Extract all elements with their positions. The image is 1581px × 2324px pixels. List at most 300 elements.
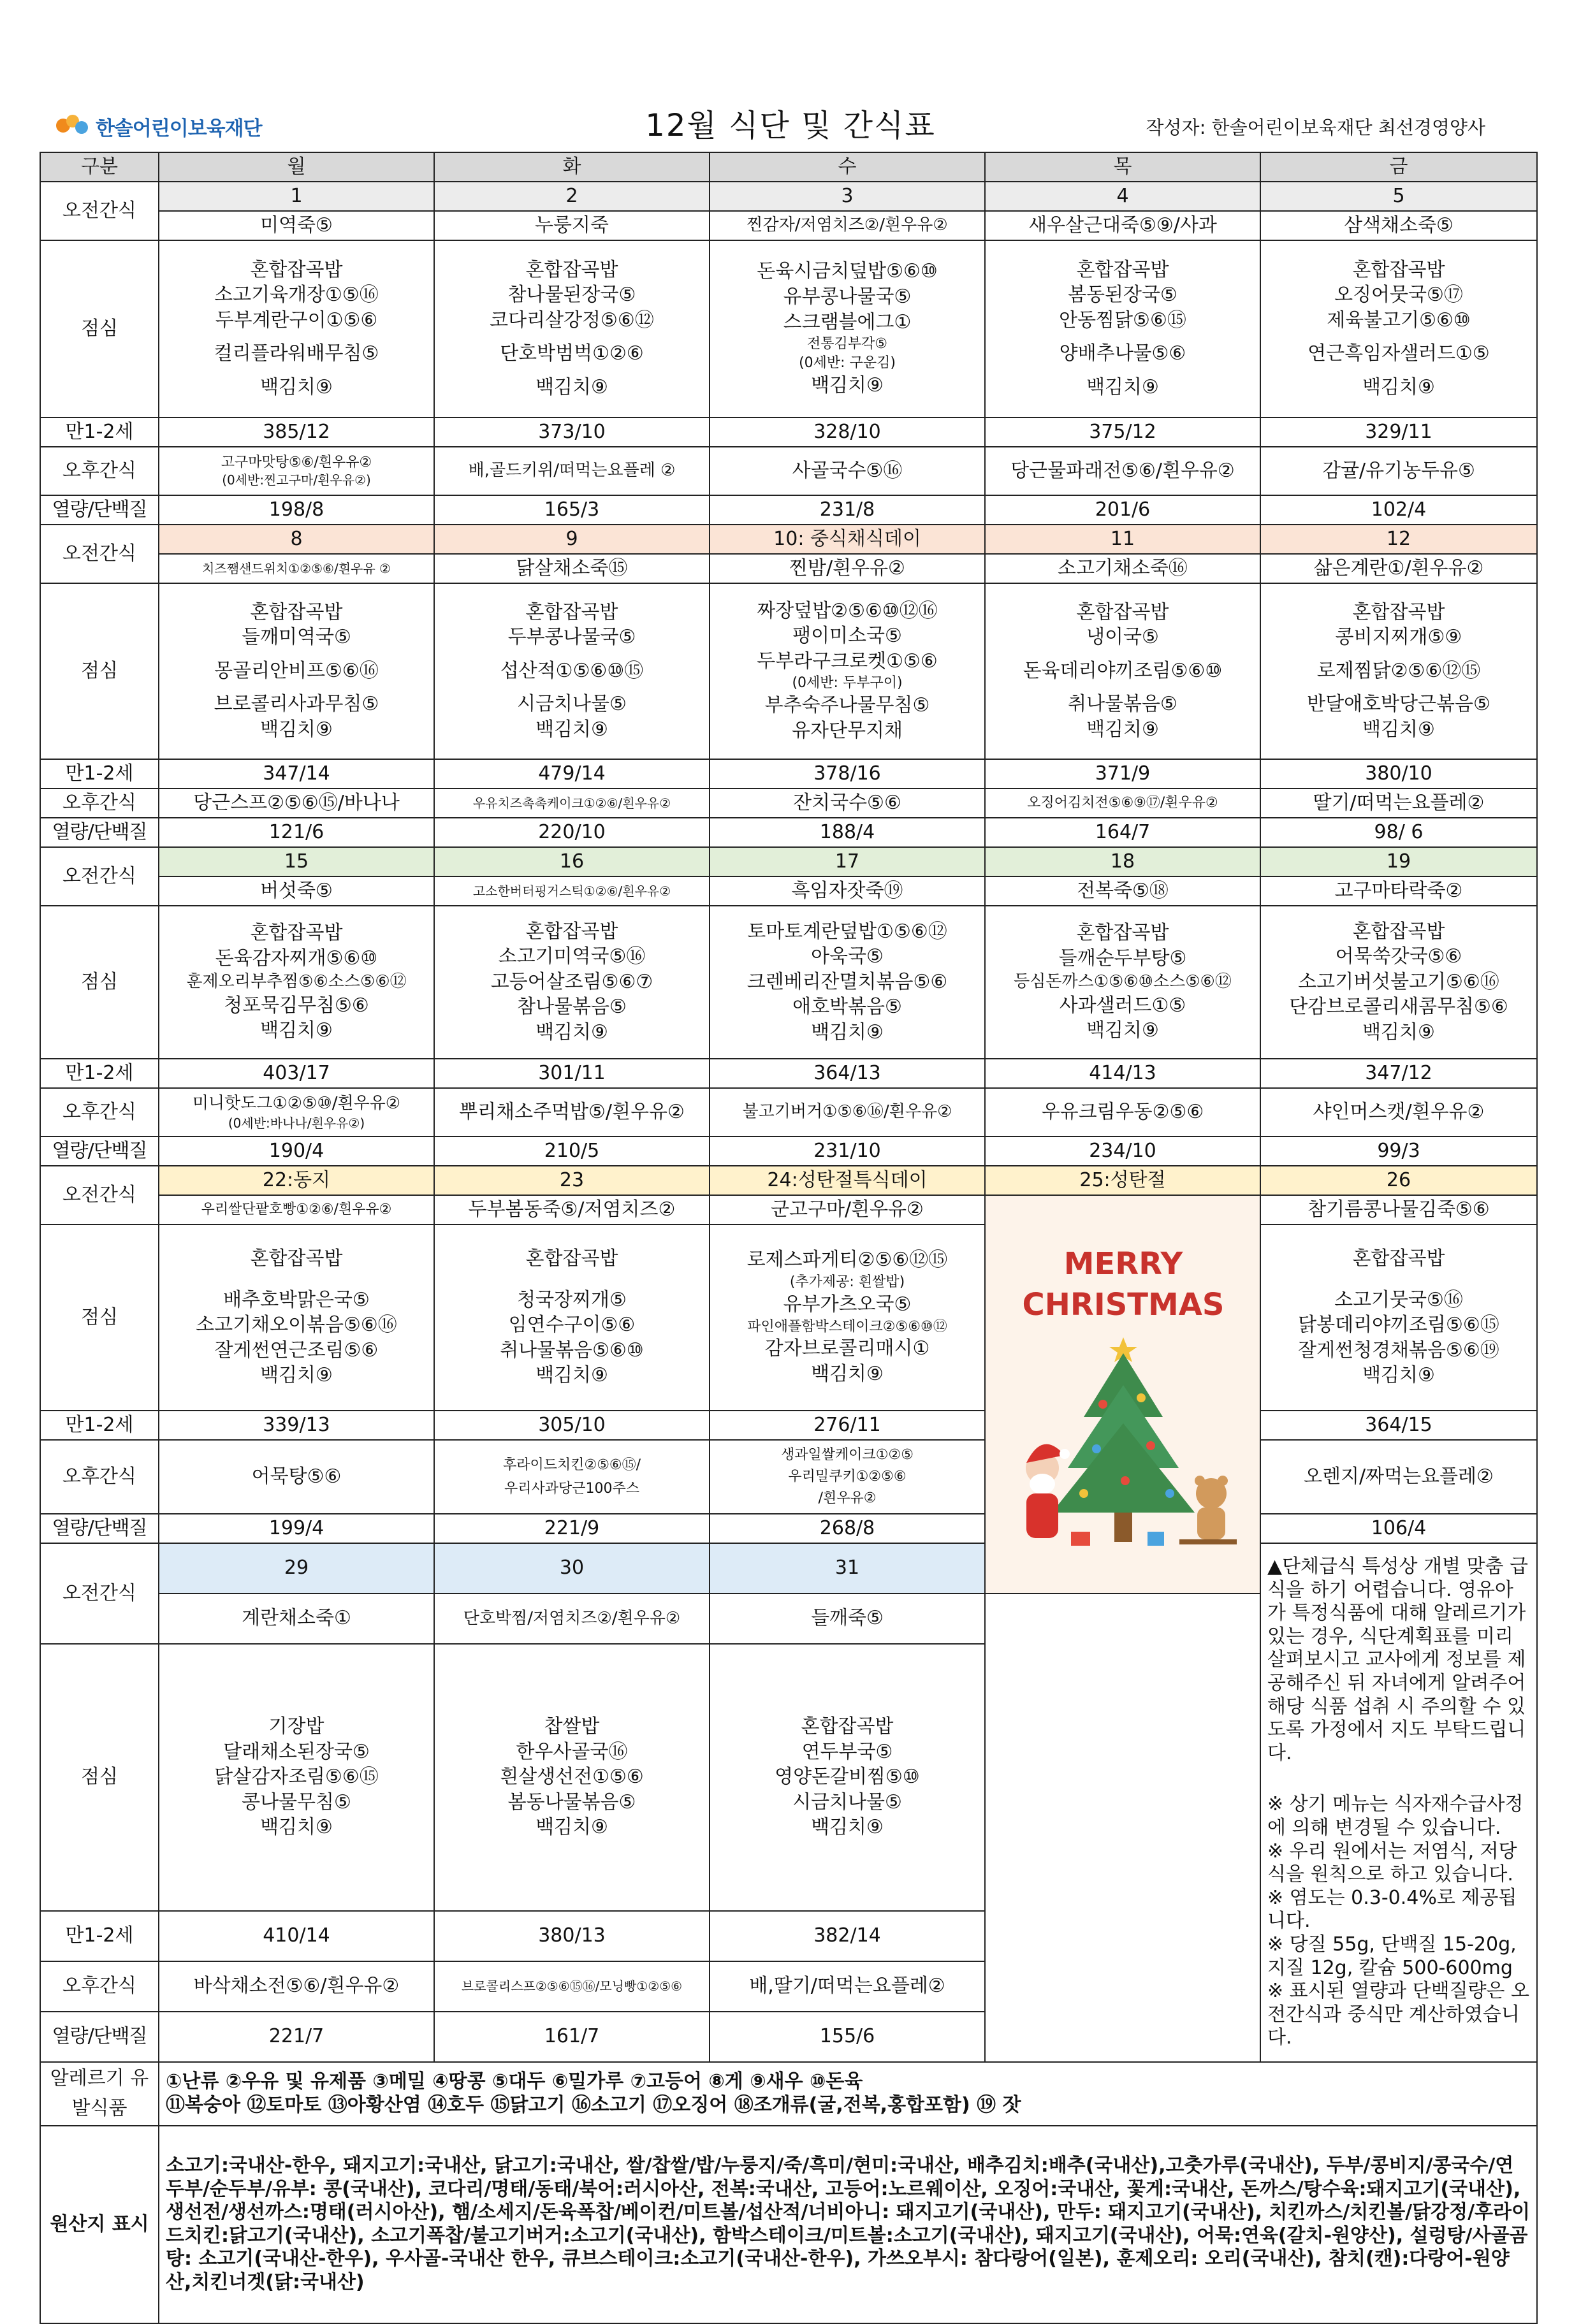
date-cell: 25:성탄절 (985, 1166, 1260, 1195)
origin-row (40, 2126, 1537, 2323)
menu-item: 달래채소된장국⑤ (223, 1740, 370, 1763)
pm-snack-cell: 우유치즈촉촉케이크①②⑥/흰우유② (434, 788, 710, 818)
lunch-cell (1260, 583, 1537, 759)
menu-item: 소고기육개장①⑤⑯ (214, 284, 379, 307)
label-age: 만1-2세 (40, 1411, 159, 1440)
age-cell: 305/10 (434, 1411, 710, 1440)
age-cell: 364/13 (710, 1059, 985, 1088)
week4-pm-row (40, 1440, 1537, 1514)
menu-item: 몽골리안비프⑤⑥⑯ (214, 659, 379, 682)
menu-item: 혼합잡곡밥 (1352, 258, 1445, 281)
menu-item: 돈육감자찌개⑤⑥⑩ (215, 947, 378, 970)
pm-snack-cell (159, 447, 434, 495)
energy-cell: 198/8 (159, 495, 434, 525)
menu-item: 시금치나물⑤ (792, 1790, 902, 1813)
menu-item: 단감브로콜리새콤무침⑤⑥ (1289, 996, 1508, 1019)
age-cell: 414/13 (985, 1059, 1260, 1088)
week3-energy-row (40, 1137, 1537, 1166)
date-cell: 9 (434, 525, 710, 554)
date-cell: 29 (159, 1543, 434, 1594)
menu-item: 혼합잡곡밥 (525, 920, 618, 943)
menu-item: 반달애호박당근볶음⑤ (1307, 693, 1490, 716)
energy-cell: 164/7 (985, 818, 1260, 847)
menu-item: 참나물볶음⑤ (517, 996, 627, 1019)
week3-lunch-row (40, 906, 1537, 1059)
menu-item: 잘게썬연근조림⑤⑥ (214, 1339, 379, 1362)
date-cell: 5 (1260, 182, 1537, 211)
menu-item: (추가제공: 흰쌀밥) (789, 1274, 905, 1291)
menu-item: 팽이미소국⑤ (792, 625, 902, 648)
energy-cell: 234/10 (985, 1137, 1260, 1166)
christmas-text: CHRISTMAS (1022, 1286, 1225, 1323)
lunch-cell (159, 906, 434, 1059)
pm-snack-cell: 당근스프②⑤⑥⑮/바나나 (159, 788, 434, 818)
menu-item: 혼합잡곡밥 (801, 1715, 894, 1738)
pm-snack-cell: 샤인머스캣/흰우유② (1260, 1088, 1537, 1137)
pm-snack-cell: 배,딸기/떠먹는요플레② (710, 1961, 985, 2012)
menu-item: 단호박범벅①②⑥ (500, 342, 644, 365)
energy-cell: 106/4 (1260, 1514, 1537, 1543)
menu-item: 냉이국⑤ (1086, 626, 1159, 649)
week4-age-row (40, 1411, 1537, 1440)
menu-item: 백김치⑨ (536, 375, 608, 398)
am-snack-cell: 들깨죽⑤ (710, 1594, 985, 1644)
label-energy: 열량/단백질 (40, 495, 159, 525)
menu-item: 제육불고기⑤⑥⑩ (1327, 309, 1471, 331)
menu-item: 로제찜닭②⑤⑥⑫⑮ (1316, 659, 1481, 682)
week1-energy-row (40, 495, 1537, 525)
date-cell: 4 (985, 182, 1260, 211)
age-cell: 410/14 (159, 1911, 434, 1961)
age-cell: 329/11 (1260, 418, 1537, 447)
menu-item: 백김치⑨ (1086, 1019, 1159, 1042)
pm-snack-item: 미니핫도그①②⑤⑩/흰우유② (192, 1093, 401, 1113)
menu-item: 백김치⑨ (811, 1362, 884, 1385)
week2-pm-row (40, 788, 1537, 818)
label-lunch: 점심 (40, 583, 159, 759)
org-name: 한솔어린이보육재단 (96, 117, 262, 140)
notes-box (1260, 1543, 1537, 2062)
col-header-category: 구분 (40, 152, 159, 182)
am-snack-cell: 고소한버터핑거스틱①②⑥/흰우유② (434, 876, 710, 906)
menu-item: 어묵쑥갓국⑤⑥ (1335, 945, 1462, 968)
menu-item: 소고기미역국⑤⑯ (498, 945, 646, 968)
menu-item: 혼합잡곡밥 (1352, 920, 1445, 943)
date-cell: 26 (1260, 1166, 1537, 1195)
label-age: 만1-2세 (40, 759, 159, 788)
menu-item: 백김치⑨ (1362, 375, 1435, 398)
lunch-cell (985, 583, 1260, 759)
origin-text: 소고기:국내산-한우, 돼지고기:국내산, 닭고기:국내산, 쌀/찹쌀/밥/누룽지/죽/흑미/현미:국내산, 배추김치:배추(국내산),고춧가루(국내산), 두부/콩비지/콩국수/연두부/순두부/유부: 콩(국내산), 코다리/명태/동태/북어:러시아산, 전복:국내산, 고등어:노르웨이산, 오징어:국내산, 꽃게:국내산, 돈까스/탕수육:돼지고기(국내산), 생선전/생선까스:명태(러시아산), 햄/소세지/돈육폭찹/베이컨/미트볼/섭산적/너비아니: 돼지고기(국내산), 만두: 돼지고기(국내산), 치킨까스/치킨볼/닭강정/후라이드치킨:닭고기(국내산), 소고기폭찹/불고기버거:소고기(국내산), 함박스테이크/미트볼:소고기(국내산), 돼지고기(국내산), 어묵:연육(갈치-원양산), 설렁탕/사골곰탕: 소고기(국내산-한우), 우사골-국내산 한우, 큐브스테이크:소고기(국내산-한우), 가쓰오부시: 참다랑어(일본), 훈제오리: 오리(국내산), 참치(캔):다랑어-원양산,치킨너겟(닭:국내산) (159, 2126, 1537, 2323)
am-snack-cell: 치즈쨈샌드위치①②⑤⑥/흰우유 ② (159, 554, 434, 583)
am-snack-cell: 흑임자잣죽⑲ (710, 876, 985, 906)
age-cell: 347/12 (1260, 1059, 1537, 1088)
week1-am-row (40, 211, 1537, 240)
lunch-cell (159, 1224, 434, 1411)
age-cell: 364/15 (1260, 1411, 1537, 1440)
label-energy: 열량/단백질 (40, 818, 159, 847)
menu-item: 고등어살조림⑤⑥⑦ (490, 970, 653, 993)
am-snack-cell: 군고구마/흰우유② (710, 1195, 985, 1224)
am-snack-cell: 닭살채소죽⑮ (434, 554, 710, 583)
note-line: ※ 표시된 열량과 단백질량은 오전간식과 중식만 계산하였습니다. (1267, 1980, 1530, 2049)
age-cell: 375/12 (985, 418, 1260, 447)
age-cell: 385/12 (159, 418, 434, 447)
merry-text: MERRY (1063, 1246, 1183, 1282)
energy-cell: 188/4 (710, 818, 985, 847)
date-cell: 2 (434, 182, 710, 211)
menu-item: 혼합잡곡밥 (1076, 258, 1169, 281)
label-pm-snack: 오후간식 (40, 788, 159, 818)
energy-cell: 268/8 (710, 1514, 985, 1543)
menu-item: 혼합잡곡밥 (525, 600, 618, 623)
date-cell: 8 (159, 525, 434, 554)
menu-item: 안동찜닭⑤⑥⑮ (1059, 309, 1186, 331)
menu-item: 혼합잡곡밥 (250, 258, 343, 281)
week1-age-row (40, 418, 1537, 447)
menu-item: 유부가츠오국⑤ (783, 1293, 912, 1316)
menu-item: 영양돈갈비찜⑤⑩ (775, 1766, 920, 1789)
menu-item: 오징어뭇국⑤⑰ (1334, 284, 1463, 307)
pm-snack-note: (0세반:바나나/흰우유②) (228, 1115, 365, 1131)
allergy-line: ⑪복숭아 ⑫토마토 ⑬아황산염 ⑭호두 ⑮닭고기 ⑯소고기 ⑰오징어 ⑱조개류(굴,전복,홍합포함) ⑲ 잣 (166, 2093, 1021, 2116)
menu-item: 배추호박맑은국⑤ (223, 1288, 370, 1311)
am-snack-cell: 우리쌀단팥호빵①②⑥/흰우유② (159, 1195, 434, 1224)
menu-item: 토마토계란덮밥①⑤⑥⑫ (747, 920, 947, 943)
menu-item: 잘게썬청경채볶음⑤⑥⑲ (1298, 1339, 1499, 1362)
week3-pm-row (40, 1088, 1537, 1137)
lunch-cell (434, 240, 710, 418)
menu-item: 닭살감자조림⑤⑥⑮ (214, 1766, 379, 1789)
menu-item: 혼합잡곡밥 (250, 921, 343, 944)
menu-item: 감자브로콜리매시① (764, 1337, 930, 1360)
date-cell: 3 (710, 182, 985, 211)
date-cell: 17 (710, 847, 985, 876)
energy-cell: 231/8 (710, 495, 985, 525)
week1-date-row (40, 182, 1537, 211)
date-cell: 23 (434, 1166, 710, 1195)
pm-snack-item: 고구마맛탕⑤⑥/흰우유② (221, 454, 372, 470)
pm-snack-cell (434, 1440, 710, 1514)
menu-item: 혼합잡곡밥 (525, 258, 618, 281)
date-cell: 16 (434, 847, 710, 876)
week3-am-row (40, 876, 1537, 906)
menu-item: 한우사골국⑯ (516, 1740, 628, 1763)
menu-item: 혼합잡곡밥 (250, 600, 343, 623)
menu-item: 양배추나물⑤⑥ (1059, 342, 1186, 365)
age-cell: 479/14 (434, 759, 710, 788)
energy-cell: 98/ 6 (1260, 818, 1537, 847)
menu-item: 백김치⑨ (260, 375, 333, 398)
menu-item: 백김치⑨ (536, 1364, 608, 1387)
week4-energy-row (40, 1514, 1537, 1543)
label-energy: 열량/단백질 (40, 1137, 159, 1166)
label-age: 만1-2세 (40, 1911, 159, 1961)
label-allergy: 알레르기 유발식품 (40, 2062, 159, 2126)
menu-item: 콩나물무침⑤ (242, 1790, 351, 1813)
menu-item: 임연수구이⑤⑥ (508, 1314, 636, 1337)
week1-pm-row (40, 447, 1537, 495)
menu-item: 소고기채오이볶음⑤⑥⑯ (196, 1314, 397, 1337)
week3-date-row (40, 847, 1537, 876)
menu-item: 봄동나물볶음⑤ (507, 1790, 636, 1813)
lunch-cell (985, 240, 1260, 418)
age-cell: 371/9 (985, 759, 1260, 788)
am-snack-cell: 고구마타락죽② (1260, 876, 1537, 906)
energy-cell: 165/3 (434, 495, 710, 525)
label-am-snack: 오전간식 (40, 847, 159, 906)
week2-lunch-row (40, 583, 1537, 759)
am-snack-cell: 찐밤/흰우유② (710, 554, 985, 583)
col-header-mon: 월 (159, 152, 434, 182)
menu-item: 백김치⑨ (536, 1020, 608, 1043)
date-cell: 19 (1260, 847, 1537, 876)
menu-item: 두부계란구이①⑤⑥ (215, 309, 378, 331)
date-cell: 12 (1260, 525, 1537, 554)
pm-snack-cell: 오렌지/짜먹는요플레② (1260, 1440, 1537, 1514)
age-cell: 382/14 (710, 1911, 985, 1961)
age-cell: 339/13 (159, 1411, 434, 1440)
label-lunch: 점심 (40, 1224, 159, 1411)
pm-snack-cell: 바삭채소전⑤⑥/흰우유② (159, 1961, 434, 2012)
pm-snack-cell: 감귤/유기농두유⑤ (1260, 447, 1537, 495)
week5-date-row (40, 1543, 1537, 1594)
week2-energy-row (40, 818, 1537, 847)
menu-item: 아욱국⑤ (811, 945, 884, 968)
label-lunch: 점심 (40, 240, 159, 418)
lunch-cell (710, 1644, 985, 1911)
lunch-cell (985, 906, 1260, 1059)
menu-item: 전통김부각⑤ (807, 336, 887, 352)
age-cell: 276/11 (710, 1411, 985, 1440)
age-cell: 378/16 (710, 759, 985, 788)
lunch-cell (1260, 906, 1537, 1059)
lunch-cell (159, 240, 434, 418)
menu-item: 콩비지찌개⑤⑨ (1335, 626, 1462, 649)
menu-item: 봄동된장국⑤ (1068, 284, 1177, 307)
menu-item: 부추숙주나물무침⑤ (764, 694, 930, 717)
date-cell: 10: 중식채식데이 (710, 525, 985, 554)
date-cell: 22:동지 (159, 1166, 434, 1195)
week4-lunch-row (40, 1224, 1537, 1411)
col-header-thu: 목 (985, 152, 1260, 182)
am-snack-cell: 누룽지죽 (434, 211, 710, 240)
lunch-cell (710, 906, 985, 1059)
lunch-cell (434, 583, 710, 759)
am-snack-cell: 참기름콩나물김죽⑤⑥ (1260, 1195, 1537, 1224)
menu-item: 백김치⑨ (1362, 1364, 1435, 1387)
pm-snack-item: 우리밀쿠키①②⑤⑥ (788, 1468, 907, 1485)
menu-item: 유부콩나물국⑤ (783, 286, 912, 309)
menu-item: 들깨미역국⑤ (242, 626, 351, 649)
pm-snack-item: /흰우유② (818, 1490, 877, 1507)
pm-snack-cell: 어묵탕⑤⑥ (159, 1440, 434, 1514)
age-cell: 373/10 (434, 418, 710, 447)
menu-item: 혼합잡곡밥 (525, 1247, 618, 1270)
pm-snack-item: 우리사과당근100주스 (504, 1481, 639, 1497)
christmas-tree-icon (988, 1213, 1258, 1570)
menu-item: 스크램블에그① (783, 310, 912, 333)
menu-item: 크렌베리잔멸치볶음⑤⑥ (747, 970, 948, 993)
label-age: 만1-2세 (40, 418, 159, 447)
lunch-cell (710, 1224, 985, 1411)
lunch-cell (159, 1644, 434, 1911)
menu-item: 혼합잡곡밥 (1352, 1247, 1445, 1270)
menu-item: 백김치⑨ (260, 718, 333, 741)
am-snack-cell: 단호박찜/저염치즈②/흰우유② (434, 1594, 710, 1644)
table-header-row (40, 152, 1537, 182)
lunch-cell (434, 1224, 710, 1411)
label-energy: 열량/단백질 (40, 2012, 159, 2062)
age-cell: 301/11 (434, 1059, 710, 1088)
menu-item: 백김치⑨ (811, 1816, 884, 1839)
menu-item: 사과샐러드①⑤ (1059, 994, 1186, 1017)
menu-item: 닭봉데리야끼조림⑤⑥⑮ (1298, 1314, 1499, 1337)
energy-cell: 190/4 (159, 1137, 434, 1166)
menu-item: 연근흑임자샐러드①⑤ (1308, 342, 1490, 365)
pm-snack-cell: 우유크림우동②⑤⑥ (985, 1088, 1260, 1137)
menu-item: 로제스파게티②⑤⑥⑫⑮ (747, 1249, 948, 1272)
energy-cell: 99/3 (1260, 1137, 1537, 1166)
label-energy: 열량/단백질 (40, 1514, 159, 1543)
pm-snack-cell: 당근물파래전⑤⑥/흰우유② (985, 447, 1260, 495)
pm-snack-cell: 브로콜리스프②⑤⑥⑮⑯/모닝빵①②⑤⑥ (434, 1961, 710, 2012)
pm-snack-cell: 뿌리채소주먹밥⑤/흰우유② (434, 1088, 710, 1137)
menu-item: 백김치⑨ (536, 718, 608, 741)
date-cell: 31 (710, 1543, 985, 1594)
menu-item: 돈육데리야끼조림⑤⑥⑩ (1023, 659, 1223, 682)
menu-item: 청국장찌개⑤ (517, 1288, 627, 1311)
note-line: ※ 염도는 0.3-0.4%로 제공됩니다. (1267, 1886, 1517, 1933)
col-header-wed: 수 (710, 152, 985, 182)
menu-item: 혼합잡곡밥 (1352, 600, 1445, 623)
menu-item: 참나물된장국⑤ (507, 284, 636, 307)
label-am-snack: 오전간식 (40, 182, 159, 240)
menu-item: 유자단무지채 (792, 719, 903, 742)
allergy-row (40, 2062, 1537, 2126)
meal-plan-table (40, 152, 1538, 2324)
pm-snack-cell: 잔치국수⑤⑥ (710, 788, 985, 818)
label-pm-snack: 오후간식 (40, 1961, 159, 2012)
lunch-cell (1260, 1224, 1537, 1411)
label-pm-snack: 오후간식 (40, 1088, 159, 1137)
menu-item: 백김치⑨ (1086, 375, 1159, 398)
note-line: ※ 당질 55g, 단백질 15-20g, 지질 12g, 칼슘 500-600mg (1267, 1933, 1517, 1979)
menu-item: 백김치⑨ (1086, 718, 1159, 741)
label-pm-snack: 오후간식 (40, 1440, 159, 1514)
note-line: ※ 상기 메뉴는 식자재수급사정에 의해 변경될 수 있습니다. (1267, 1793, 1524, 1839)
week3-age-row (40, 1059, 1537, 1088)
menu-item: 파인애플함박스테이크②⑤⑥⑩⑫ (747, 1318, 947, 1335)
menu-item: 찹쌀밥 (544, 1715, 600, 1738)
lunch-cell (710, 240, 985, 418)
menu-item: 혼합잡곡밥 (1076, 600, 1169, 623)
page-title: 12월 식단 및 간식표 (645, 108, 936, 143)
menu-item: 등심돈까스①⑤⑥⑩소스⑤⑥⑫ (1014, 972, 1232, 992)
pm-snack-cell: 불고기버거①⑤⑥⑯/흰우유② (710, 1088, 985, 1137)
lunch-cell (159, 583, 434, 759)
energy-cell: 201/6 (985, 495, 1260, 525)
age-cell: 347/14 (159, 759, 434, 788)
menu-item: 백김치⑨ (260, 1364, 333, 1387)
note-line: ※ 우리 원에서는 저염식, 저당식을 원칙으로 하고 있습니다. (1267, 1840, 1517, 1886)
age-cell: 328/10 (710, 418, 985, 447)
menu-item: 백김치⑨ (1362, 1020, 1435, 1043)
am-snack-cell: 계란채소죽① (159, 1594, 434, 1644)
menu-item: 백김치⑨ (811, 374, 884, 396)
author-line: 작성자: 한솔어린이보육재단 최선경영양사 (1146, 117, 1485, 138)
energy-cell: 220/10 (434, 818, 710, 847)
week1-lunch-row (40, 240, 1537, 418)
pm-snack-item: 생과일쌀케이크①②⑤ (781, 1446, 914, 1463)
christmas-illustration (985, 1195, 1260, 1594)
menu-item: 짜장덮밥②⑤⑥⑩⑫⑯ (757, 599, 938, 622)
menu-item: (0세반: 두부구이) (792, 675, 903, 692)
energy-cell: 121/6 (159, 818, 434, 847)
date-cell: 15 (159, 847, 434, 876)
menu-item: 들깨순두부탕⑤ (1058, 947, 1187, 970)
label-age: 만1-2세 (40, 1059, 159, 1088)
am-snack-cell: 두부봄동죽⑤/저염치즈② (434, 1195, 710, 1224)
menu-item: 백김치⑨ (811, 1020, 884, 1043)
label-lunch: 점심 (40, 1644, 159, 1911)
am-snack-cell: 새우살근대죽⑤⑨/사과 (985, 211, 1260, 240)
date-cell: 18 (985, 847, 1260, 876)
menu-item: 소고기뭇국⑤⑯ (1334, 1288, 1463, 1311)
energy-cell: 231/10 (710, 1137, 985, 1166)
menu-item: 취나물볶음⑤⑥⑩ (500, 1339, 644, 1362)
label-pm-snack: 오후간식 (40, 447, 159, 495)
pm-snack-cell (159, 1088, 434, 1137)
date-cell: 24:성탄절특식데이 (710, 1166, 985, 1195)
menu-item: 시금치나물⑤ (517, 693, 627, 716)
allergy-legend (159, 2062, 1537, 2126)
label-am-snack: 오전간식 (40, 525, 159, 583)
menu-item: 백김치⑨ (260, 1816, 333, 1839)
menu-item: (0세반: 구운김) (799, 355, 896, 372)
menu-item: 컬리플라워배무침⑤ (214, 342, 379, 365)
am-snack-cell: 미역죽⑤ (159, 211, 434, 240)
am-snack-cell: 삶은계란①/흰우유② (1260, 554, 1537, 583)
pm-snack-item: 후라이드치킨②⑤⑥⑮/ (502, 1456, 641, 1473)
energy-cell: 221/9 (434, 1514, 710, 1543)
menu-item: 두부라구크로켓①⑤⑥ (757, 650, 938, 672)
lunch-cell (434, 1644, 710, 1911)
label-am-snack: 오전간식 (40, 1543, 159, 1644)
am-snack-cell: 찐감자/저염치즈②/흰우유② (710, 211, 985, 240)
menu-item: 백김치⑨ (536, 1816, 608, 1839)
week2-age-row (40, 759, 1537, 788)
menu-item: 백김치⑨ (1362, 718, 1435, 741)
date-cell: 1 (159, 182, 434, 211)
am-snack-cell: 버섯죽⑤ (159, 876, 434, 906)
am-snack-cell: 전복죽⑤⑱ (985, 876, 1260, 906)
pm-snack-cell (710, 1440, 985, 1514)
menu-item: 소고기버섯불고기⑤⑥⑯ (1298, 970, 1499, 993)
am-snack-cell: 소고기채소죽⑯ (985, 554, 1260, 583)
week2-date-row (40, 525, 1537, 554)
pm-snack-cell: 딸기/떠먹는요플레② (1260, 788, 1537, 818)
pm-snack-note: (0세반:찐고구마/흰우유②) (222, 472, 371, 488)
date-cell: 11 (985, 525, 1260, 554)
label-lunch: 점심 (40, 906, 159, 1059)
energy-cell: 102/4 (1260, 495, 1537, 525)
menu-item: 돈육시금치덮밥⑤⑥⑩ (757, 260, 938, 283)
menu-item: 흰살생선전①⑤⑥ (500, 1766, 644, 1789)
col-header-fri: 금 (1260, 152, 1537, 182)
allergy-line: ①난류 ②우유 및 유제품 ③메밀 ④땅콩 ⑤대두 ⑥밀가루 ⑦고등어 ⑧게 ⑨새우 ⑩돈육 (166, 2070, 863, 2093)
week4-date-row (40, 1166, 1537, 1195)
